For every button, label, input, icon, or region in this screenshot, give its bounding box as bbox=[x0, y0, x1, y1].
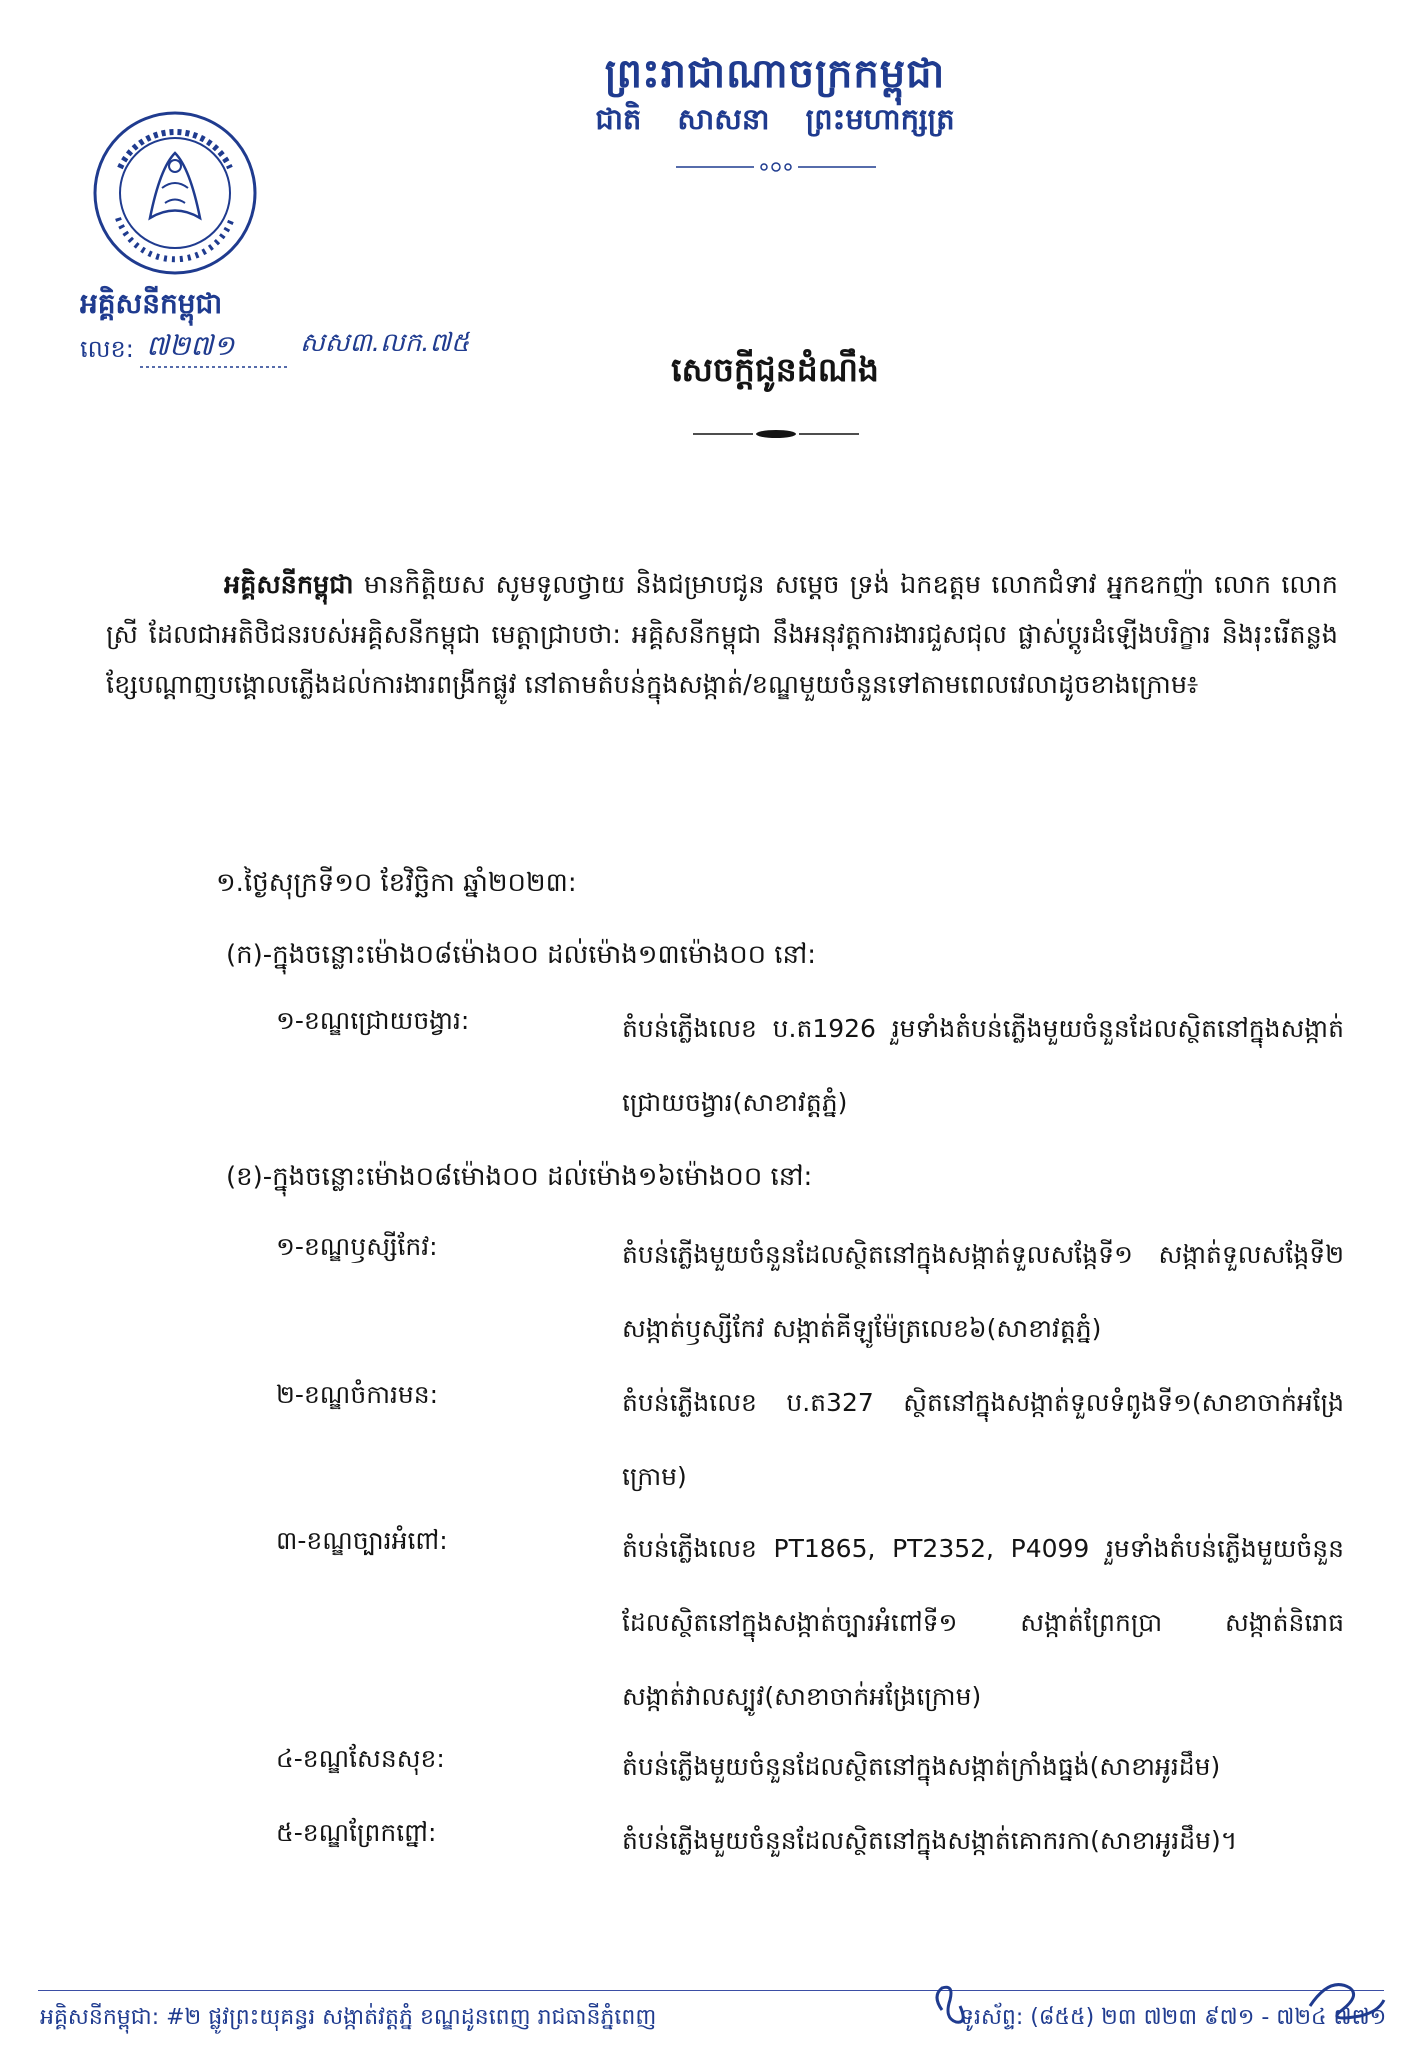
slot-b-label: (ខ)-ក្នុងចន្លោះម៉ោង០៨ម៉ោង០០ ដល់ម៉ោង១៦ម៉ោង០០ នៅ: bbox=[226, 1162, 813, 1192]
slot-a-label: (ក)-ក្នុងចន្លោះម៉ោង០៨ម៉ោង០០ ដល់ម៉ោង១៣ម៉ោង០០ នៅ: bbox=[226, 940, 817, 970]
document-title: សេចក្តីជូនដំណឹង bbox=[671, 350, 879, 389]
ref-underline bbox=[140, 364, 290, 370]
handwritten-initials bbox=[930, 1966, 1390, 2048]
edc-seal-logo bbox=[90, 108, 260, 278]
ref-label: លេខ: bbox=[80, 335, 134, 363]
intro-org: អគ្គិសនីកម្ពុជា bbox=[224, 570, 354, 600]
footer-phone: ទូរស័ព្ទ: (៨៥៥) ២៣ ៧២៣ ៩៧១ - ៧២៤ ៧៧១ bbox=[960, 2005, 1387, 2030]
header-ornament bbox=[676, 160, 876, 174]
slot-b-district-3: ៣-ខណ្ឌច្បារអំពៅ: bbox=[276, 1526, 448, 1555]
title-ornament bbox=[693, 428, 859, 440]
slot-b-detail-2: តំបន់ភ្លើងលេខ ប.ត327 ស្ថិតនៅក្នុងសង្កាត់ទួលទំពូងទី១(សាខាចាក់អង្រែក្រោម) bbox=[622, 1388, 1344, 1491]
footer-address: អគ្គិសនីកម្ពុជា: #២ ផ្លូវព្រះយុគន្ធរ សង្កាត់វត្តភ្នំ ខណ្ឌដូនពេញ រាជធានីភ្នំពេញ bbox=[40, 2005, 657, 2030]
slot-b-district-4: ៤-ខណ្ឌសែនសុខ: bbox=[276, 1744, 445, 1773]
national-motto: ជាតិ សាសនា ព្រះមហាក្សត្រ bbox=[595, 102, 955, 136]
kingdom-heading: ព្រះរាជាណាចក្រកម្ពុជា bbox=[604, 51, 946, 97]
slot-b-detail-1: តំបន់ភ្លើងមួយចំនួនដែលស្ថិតនៅក្នុងសង្កាត់ទួលសង្កែទី១ សង្កាត់ទួលសង្កែទី២ សង្កាត់ឫស្សីកែវ សង្កាត់គីឡូម៉ែត្រលេខ៦(សាខាវត្តភ្នំ) bbox=[622, 1240, 1344, 1343]
intro-text: មានកិត្តិយស សូមទូលថ្វាយ និងជម្រាបជូន សម្តេច ទ្រង់ ឯកឧត្តម លោកជំទាវ អ្នកឧកញ៉ា លោក លោកស្រី ដែលជាអតិថិជនរបស់អគ្គិសនីកម្ពុជា មេត្តាជ្រាបថា: អគ្គិសនីកម្ពុជា នឹងអនុវត្តការងារជួសជុល ផ្លាស់ប្តូរដំឡើងបរិក្ខារ និងរុះរើតន្លងខ្សែបណ្តាញបង្គោលភ្លើងដល់ការងារពង្រីកផ្លូវ នៅតាមតំបន់ក្នុងសង្កាត់/ខណ្ឌមួយចំនួនទៅតាមពេលវេលាដូចខាងក្រោម៖ bbox=[106, 570, 1338, 700]
intro-paragraph bbox=[106, 560, 1338, 710]
ref-number: ៧២៧១ bbox=[146, 329, 235, 362]
slot-b-detail-4: តំបន់ភ្លើងមួយចំនួនដែលស្ថិតនៅក្នុងសង្កាត់ក្រាំងធ្នង់(សាខាអូរដឹម) bbox=[622, 1752, 1221, 1781]
slot-b-district-2: ២-ខណ្ឌចំការមន: bbox=[276, 1380, 439, 1409]
slot-b-detail-3: តំបន់ភ្លើងលេខ PT1865, PT2352, P4099 រួមទាំងតំបន់ភ្លើងមួយចំនួនដែលស្ថិតនៅក្នុងសង្កាត់ច្បារអំពៅទី១ សង្កាត់ព្រែកប្រា សង្កាត់និរោធ សង្កាត់វាលស្បូវ(សាខាចាក់អង្រែក្រោម) bbox=[622, 1534, 1344, 1711]
slot-b-detail-5: តំបន់ភ្លើងមួយចំនួនដែលស្ថិតនៅក្នុងសង្កាត់គោករកា(សាខាអូរដឹម)។ bbox=[622, 1826, 1238, 1855]
slot-b-district-5: ៥-ខណ្ឌព្រែកព្នៅ: bbox=[276, 1818, 437, 1847]
org-name: អគ្គិសនីកម្ពុជា bbox=[80, 287, 223, 320]
schedule-date: ១.ថ្ងៃសុក្រទី១០ ខែវិច្ឆិកា ឆ្នាំ២០២៣: bbox=[216, 868, 577, 898]
ref-code: សស៣.លក.៧៥ bbox=[300, 328, 470, 358]
slot-a-detail-1: តំបន់ភ្លើងលេខ ប.ត1926 រួមទាំងតំបន់ភ្លើងមួយចំនួនដែលស្ថិតនៅក្នុងសង្កាត់ជ្រោយចង្វារ(សាខាវត្តភ្នំ) bbox=[622, 1014, 1344, 1117]
slot-a-district-1: ១-ខណ្ឌជ្រោយចង្វារ: bbox=[276, 1006, 470, 1035]
slot-b-district-1: ១-ខណ្ឌឫស្សីកែវ: bbox=[276, 1232, 438, 1261]
